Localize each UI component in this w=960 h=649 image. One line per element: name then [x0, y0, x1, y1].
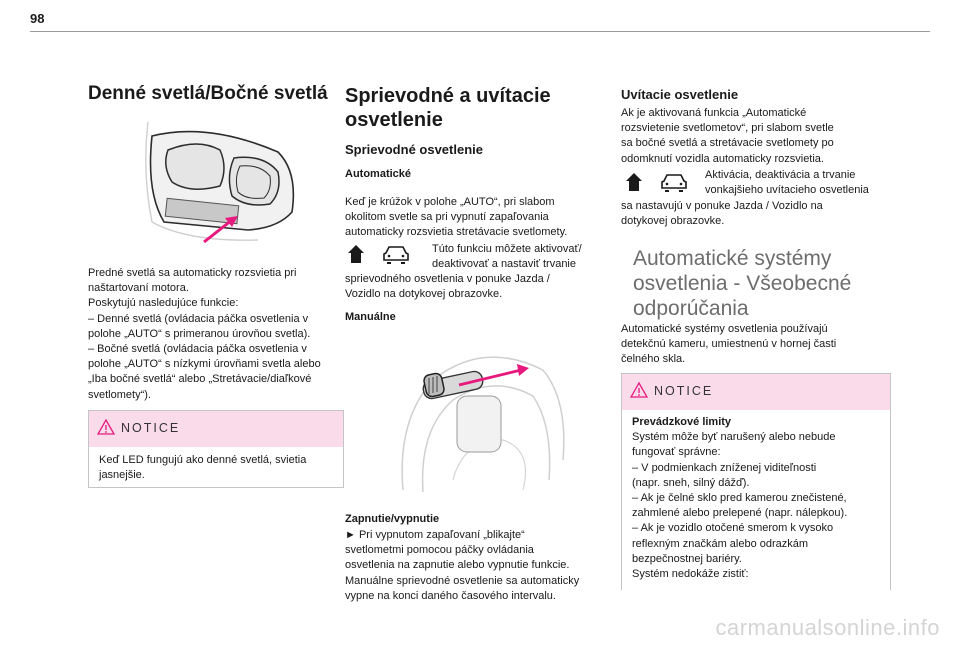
text-line: vypne na konci daného časového intervalu. — [345, 589, 556, 602]
welcome-setting-rest — [621, 199, 891, 229]
text-line: (napr. sneh, silný dážď). — [632, 476, 750, 489]
text-line: polohe „AUTO“ s nízkymi úrovňami svetla alebo — [88, 358, 321, 371]
text-line: zahmlené alebo prelepené (napr. nálepkou). — [632, 507, 848, 520]
text-line: Túto funkciu môžete aktivovať/ — [432, 243, 582, 255]
section-title-automatic-systems — [633, 246, 851, 321]
headlight-illustration — [128, 112, 304, 248]
text-line: – Ak je vozidlo otočené smerom k vysoko — [632, 522, 834, 535]
notice-text — [99, 453, 335, 483]
text-line: – Bočné svetlá (ovládacia páčka osvetlenia v — [88, 343, 307, 356]
automatic-setting-side — [432, 242, 610, 272]
text-line: osvetlenia na zapnutie alebo vypnutie funkcie. — [345, 559, 570, 572]
warning-icon — [97, 419, 115, 435]
welcome-description — [621, 106, 891, 167]
text-line: Systém môže byť narušený alebo nebude — [632, 431, 836, 444]
text-line: bezpečnostnej bariéry. — [632, 552, 742, 565]
vehicle-icon — [381, 244, 411, 264]
notice-text — [632, 415, 882, 582]
text-line: – Ak je čelné sklo pred kamerou znečistené, — [632, 492, 847, 505]
welcome-setting-side — [705, 168, 891, 198]
section-title-day-lights: Denné svetlá/Bočné svetlá — [88, 83, 328, 104]
notice-header — [89, 411, 343, 447]
text-line: Poskytujú nasledujúce funkcie: — [88, 297, 239, 310]
title-line: odporúčania — [633, 297, 749, 320]
text-line: deaktivovať a nastaviť trvanie — [432, 258, 576, 271]
heading-welcome-lighting: Uvítacie osvetlenie — [621, 87, 739, 102]
text-line: sa bočné svetlá a stretávacie svetlomety po — [621, 137, 834, 150]
driving-icon — [345, 243, 367, 265]
text-line: odomknutí vozidla automaticky rozsvietia. — [621, 152, 824, 165]
text-line: fungovať správne: — [632, 446, 721, 459]
text-line: detekčnú kameru, umiestnenú v hornej časti — [621, 338, 837, 351]
title-line: Sprievodné a uvítacie — [345, 85, 551, 107]
text-line: Aktivácia, deaktivácia a trvanie — [705, 169, 856, 181]
text-line: svetlomety“). — [88, 388, 151, 401]
text-line: svetlometmi pomocou páčky ovládania — [345, 544, 534, 557]
heading-on-off: Zapnutie/vypnutie — [345, 513, 440, 525]
notice-header — [622, 374, 890, 410]
automatic-systems-description — [621, 322, 891, 368]
text-line: sa nastavujú v ponuke Jazda / Vozidlo na — [621, 200, 823, 212]
text-line: Predné svetlá sa automaticky rozsvietia pri — [88, 267, 297, 279]
text-line: dotykovej obrazovke. — [621, 215, 725, 228]
text-line: jasnejšie. — [99, 469, 145, 482]
text-line: – Denné svetlá (ovládacia páčka osvetlenia v — [88, 312, 309, 325]
warning-icon — [630, 382, 648, 398]
menu-icons — [345, 243, 411, 265]
text-line: rozsvietenie svetlometov“, pri slabom svetle — [621, 122, 834, 135]
text-line: čelného skla. — [621, 353, 686, 366]
title-line: osvetlenia - Všeobecné — [633, 272, 852, 295]
text-line: Keď LED fungujú ako denné svetlá, svietia — [99, 454, 307, 466]
text-line: Vozidlo na dotykovej obrazovke. — [345, 288, 503, 301]
text-line: – V podmienkach zníženej viditeľnosti — [632, 461, 817, 474]
day-lights-description — [88, 266, 344, 403]
text-line: vonkajšieho uvítacieho osvetlenia — [705, 184, 869, 197]
watermark: carmanualsonline.info — [715, 615, 940, 640]
text-line: naštartovaní motora. — [88, 282, 189, 295]
title-line: Automatické systémy — [633, 247, 832, 270]
notice-title: NOTICE — [121, 421, 181, 435]
heading-manual: Manuálne — [345, 311, 396, 323]
notice-box-led — [88, 410, 344, 488]
text-line: sprievodného osvetlenia v ponuke Jazda / — [345, 273, 550, 285]
lighting-stalk-illustration — [393, 330, 569, 500]
menu-icons — [623, 171, 689, 193]
text-line: Ak je aktivovaná funkcia „Automatické — [621, 107, 807, 119]
text-line: Keď je krúžok v polohe „AUTO“, pri slabom — [345, 196, 555, 208]
notice-title: NOTICE — [654, 384, 714, 398]
heading-automatic: Automatické — [345, 168, 412, 180]
automatic-setting-rest — [345, 272, 607, 302]
subtitle-follow-me-lighting: Sprievodné osvetlenie — [345, 142, 483, 157]
vehicle-icon — [659, 172, 689, 192]
text-line: Manuálne sprievodné osvetlenie sa automaticky — [345, 574, 580, 587]
text-line: automaticky rozsvietia stretávacie svetlomety. — [345, 226, 568, 239]
manual-description — [345, 528, 610, 604]
notice-heading: Prevádzkové limity — [632, 416, 732, 428]
title-line: osvetlenie — [345, 109, 443, 131]
text-line: ► Pri vypnutom zapaľovaní „blikajte“ — [345, 529, 525, 541]
text-line: polohe „AUTO“ s primeranou úrovňou svetla). — [88, 327, 311, 340]
text-line: reflexným značkám alebo odrazkám — [632, 537, 809, 550]
driving-icon — [623, 171, 645, 193]
top-divider — [30, 31, 930, 32]
notice-box-operating-limits — [621, 373, 891, 590]
text-line: Systém nedokáže zistiť: — [632, 568, 749, 581]
text-line: „Iba bočné svetlá“ alebo „Stretávacie/diaľkové — [88, 373, 312, 386]
section-title-follow-me — [345, 84, 551, 132]
automatic-description — [345, 195, 607, 241]
text-line: Automatické systémy osvetlenia používajú — [621, 323, 828, 335]
page-number: 98 — [30, 11, 45, 26]
text-line: okolitom svetle sa pri vypnutí zapaľovania — [345, 211, 549, 224]
